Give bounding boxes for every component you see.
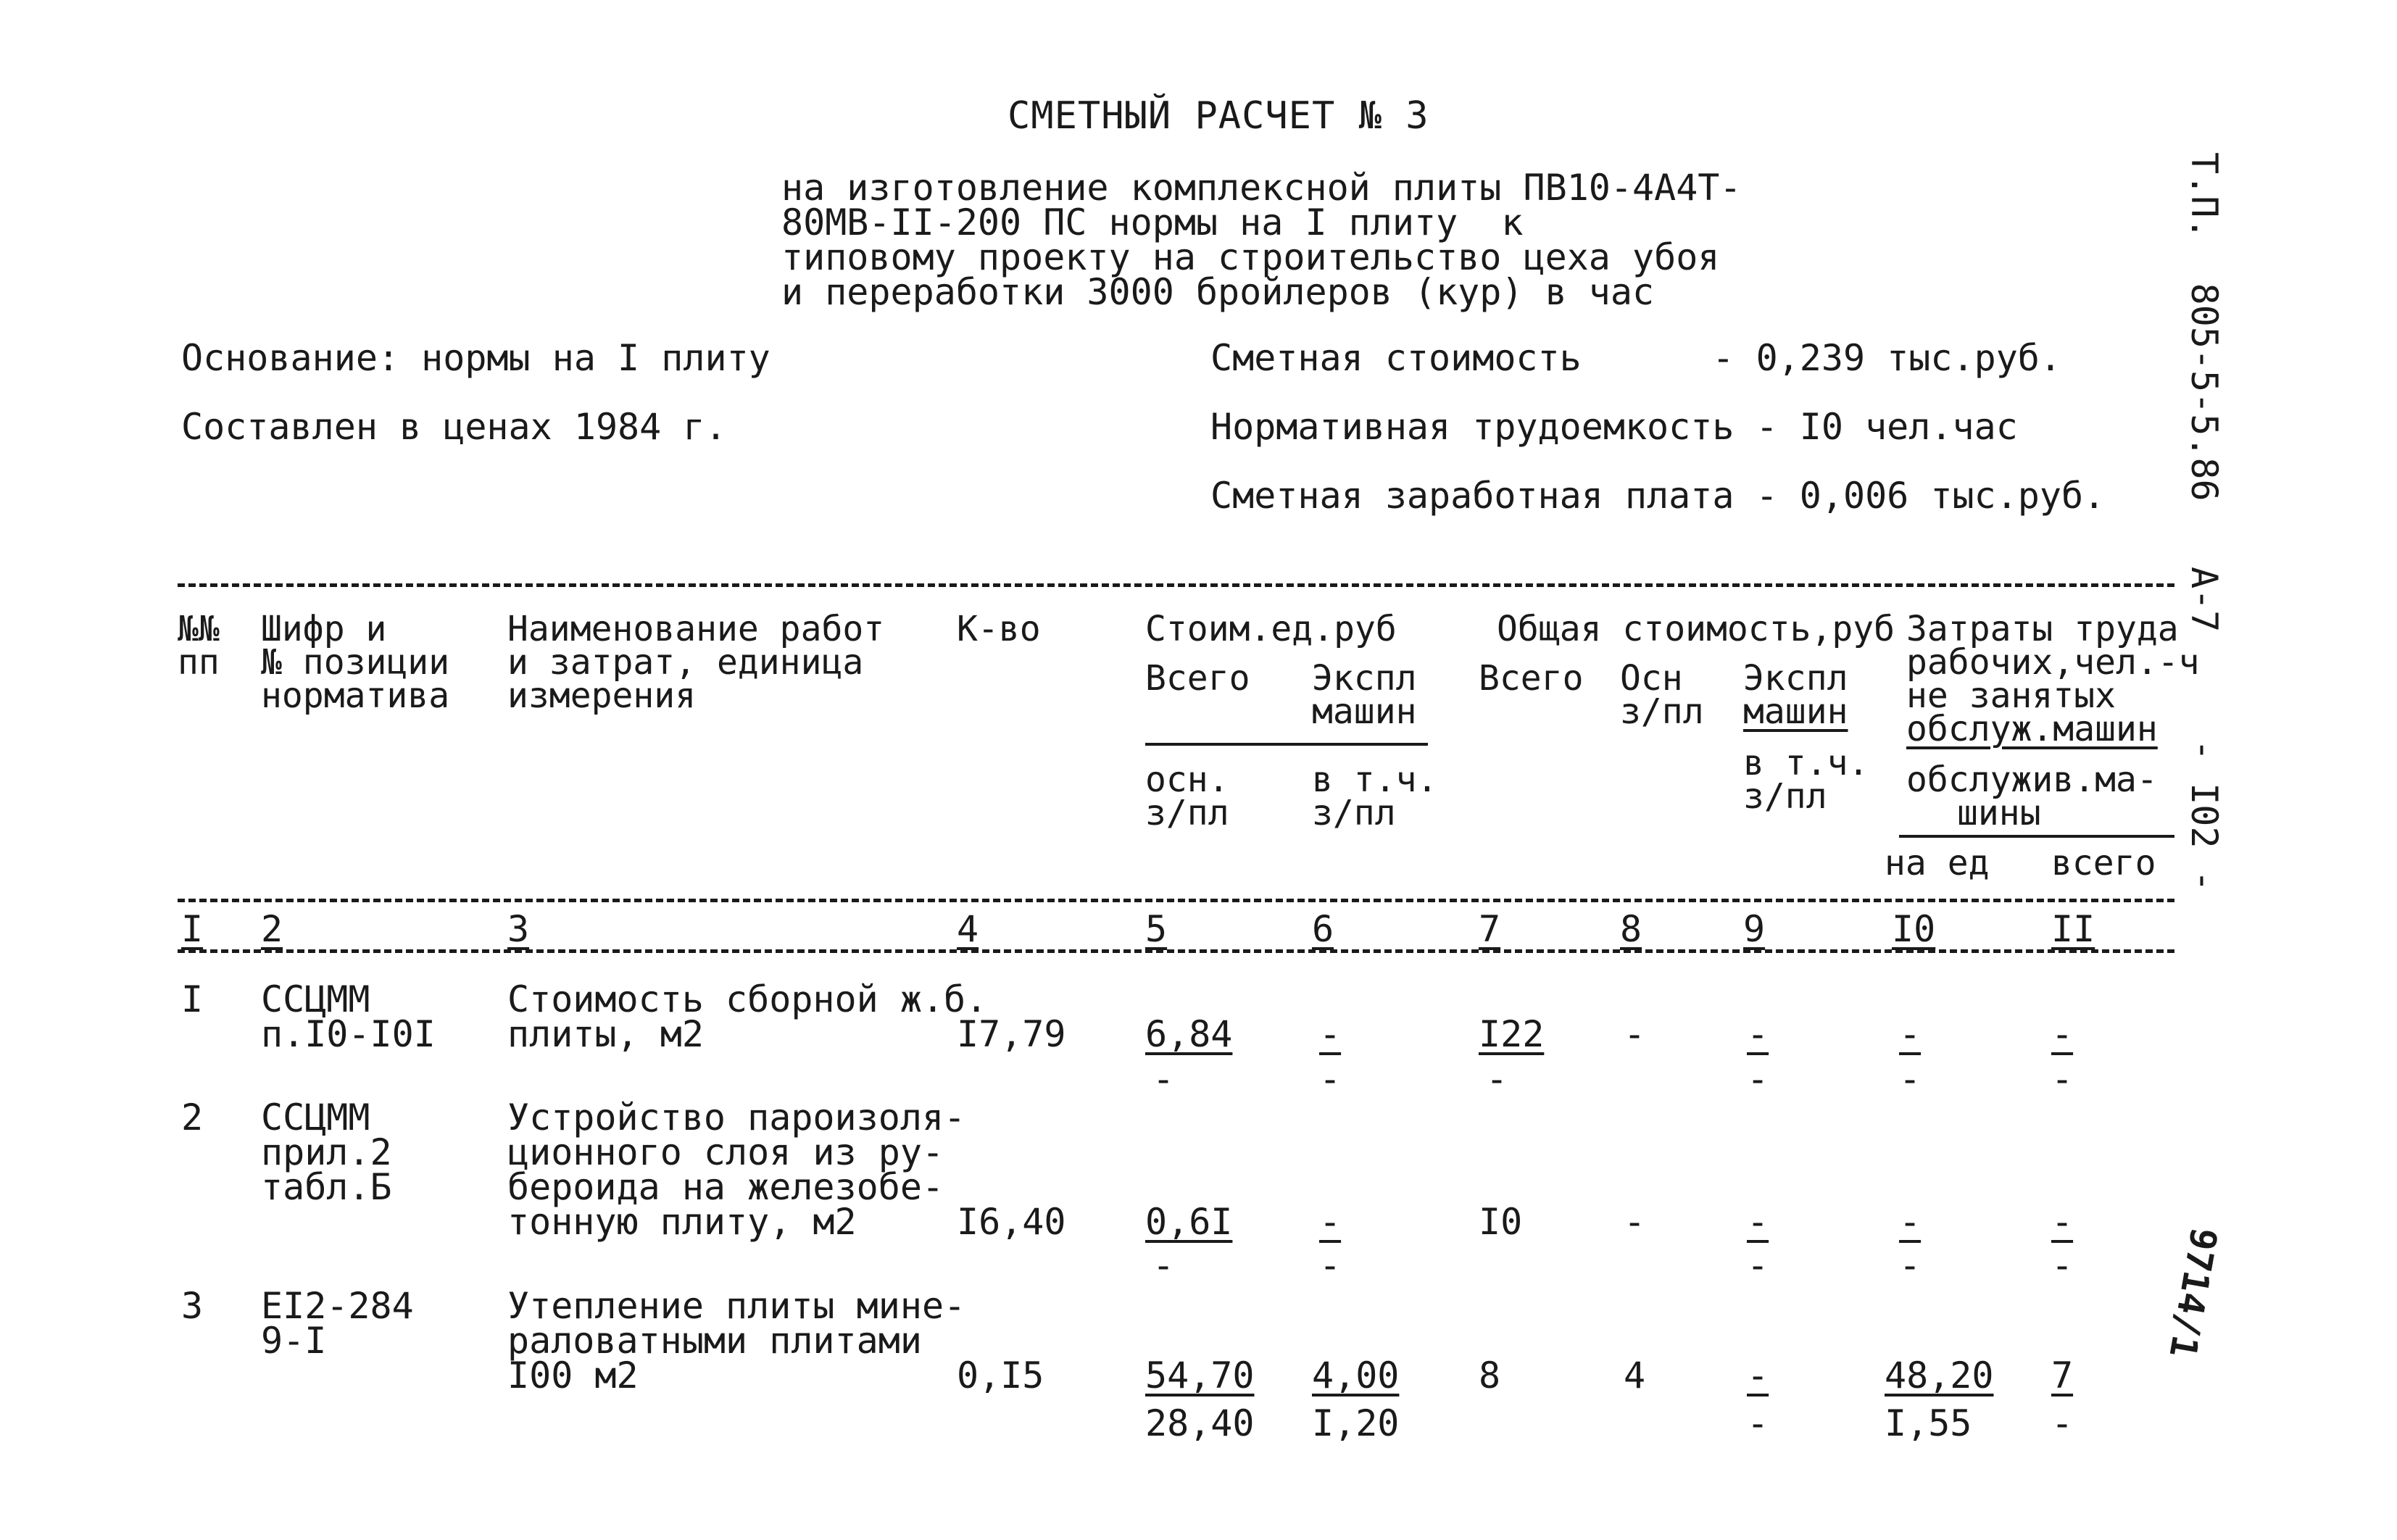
- header-unit-incl-2: з/пл: [1312, 793, 1396, 833]
- row2-c5b: -: [1152, 1244, 1175, 1286]
- header-labor-sub-2: шины: [1957, 793, 2041, 833]
- header-name-3: измерения: [507, 675, 697, 716]
- colnum-7: 7: [1479, 908, 1501, 950]
- row3-name-2: раловатными плитами: [507, 1320, 922, 1362]
- header-labor-4: обслуж.машин: [1906, 709, 2158, 749]
- row3-c9b: -: [1747, 1402, 1769, 1444]
- row1-c6: -: [1319, 1013, 1342, 1055]
- row3-name-3: I00 м2: [507, 1354, 639, 1397]
- header-total-incl-1: в т.ч.: [1743, 743, 1869, 783]
- row3-name-1: Утепление плиты мине-: [507, 1285, 966, 1327]
- row2-c7: I0: [1479, 1201, 1523, 1243]
- row1-name-1: Стоимость сборной ж.б.: [507, 978, 988, 1020]
- row2-qty: I6,40: [957, 1201, 1066, 1243]
- row3-c5: 54,70: [1145, 1354, 1255, 1397]
- header-name-1: Наименование работ: [507, 609, 885, 649]
- colnum-8: 8: [1620, 908, 1642, 950]
- wage-cost: Сметная заработная плата - 0,006 тыс.руб.: [1210, 475, 2106, 517]
- side-code: Т.П. 805-5-5.86 А-7: [2183, 152, 2225, 633]
- header-labor-per-unit: на ед: [1885, 843, 1990, 883]
- subtitle-line-3: типовому проекту на строительство цеха убоя: [781, 236, 1720, 278]
- row2-num: 2: [181, 1096, 204, 1139]
- row3-c6b: I,20: [1312, 1402, 1400, 1444]
- row3-c10b: I,55: [1885, 1402, 1972, 1444]
- row1-name-2: плиты, м2: [507, 1013, 704, 1055]
- header-bottom-rule: [178, 899, 2174, 902]
- row3-c10: 48,20: [1885, 1354, 1994, 1397]
- header-unit-cost-group: Стоим.ед.руб: [1145, 609, 1397, 649]
- row3-c6: 4,00: [1312, 1354, 1400, 1397]
- prices-text: Составлен в ценах 1984 г.: [181, 406, 727, 448]
- page-number: - I02 -: [2183, 739, 2225, 892]
- colnum-6: 6: [1312, 908, 1334, 950]
- row1-qty: I7,79: [957, 1013, 1066, 1055]
- row2-c5: 0,6I: [1145, 1201, 1233, 1243]
- header-unit-machines-1: Экспл: [1312, 658, 1417, 699]
- header-total-cost-group: Общая стоимость,руб: [1497, 609, 1895, 649]
- subtitle-line-2: 80МВ-II-200 ПС нормы на I плиту к: [781, 201, 1524, 244]
- header-unit-total: Всего: [1145, 658, 1250, 699]
- row2-name-4: тонную плиту, м2: [507, 1201, 857, 1243]
- colnum-9: 9: [1743, 908, 1766, 950]
- row1-code-1: ССЦММ: [261, 978, 370, 1020]
- header-total-incl-2: з/пл: [1743, 776, 1827, 817]
- row1-c5b: -: [1152, 1058, 1175, 1100]
- row1-c7b: -: [1486, 1058, 1508, 1100]
- row2-c11b: -: [2051, 1244, 2074, 1286]
- document-title: СМЕТНЫЙ РАСЧЕТ № 3: [1008, 94, 1429, 138]
- row3-c9: -: [1747, 1354, 1769, 1397]
- archive-stamp: 9714/1: [2161, 1224, 2225, 1361]
- header-unit-base-2: з/пл: [1145, 793, 1229, 833]
- subtitle-line-1: на изготовление комплексной плиты ПВ10-4А4Т-: [781, 167, 1742, 209]
- header-code-2: № позиции: [261, 642, 450, 683]
- row3-code-1: ЕI2-284: [261, 1285, 414, 1327]
- row3-c11: 7: [2051, 1354, 2074, 1397]
- row1-c10b: -: [1899, 1058, 1922, 1100]
- colnum-11: II: [2051, 908, 2095, 950]
- header-labor-sub-1: обслужив.ма-: [1906, 759, 2158, 800]
- header-num-2: пп: [178, 642, 220, 683]
- row2-c8: -: [1624, 1201, 1646, 1243]
- row1-num: I: [181, 978, 204, 1020]
- header-unit-machines-2: машин: [1312, 691, 1417, 732]
- row2-name-1: Устройство пароизоля-: [507, 1096, 966, 1139]
- header-unit-divider: [1145, 743, 1428, 746]
- row2-c9b: -: [1747, 1244, 1769, 1286]
- row1-c6b: -: [1319, 1058, 1342, 1100]
- header-name-2: и затрат, единица: [507, 642, 864, 683]
- row3-code-2: 9-I: [261, 1320, 327, 1362]
- row1-c7: I22: [1479, 1013, 1545, 1055]
- header-total-machines-2: машин: [1743, 691, 1848, 732]
- header-unit-base-1: осн.: [1145, 759, 1229, 800]
- row1-c8: -: [1624, 1013, 1646, 1055]
- row1-c11: -: [2051, 1013, 2074, 1055]
- row1-c9: -: [1747, 1013, 1769, 1055]
- subtitle-line-4: и переработки 3000 бройлеров (кур) в час: [781, 271, 1655, 313]
- row2-c6b: -: [1319, 1244, 1342, 1286]
- row3-qty: 0,I5: [957, 1354, 1044, 1397]
- header-labor-2: рабочих,чел.-ч: [1906, 642, 2200, 683]
- row3-c8: 4: [1624, 1354, 1646, 1397]
- row1-c11b: -: [2051, 1058, 2074, 1100]
- labor-norm: Нормативная трудоемкость - I0 чел.час: [1210, 406, 2018, 448]
- estimated-cost: Сметная стоимость - 0,239 тыс.руб.: [1210, 337, 2061, 379]
- header-code-3: норматива: [261, 675, 450, 716]
- header-total-base-2: з/пл: [1620, 691, 1704, 732]
- row1-c5: 6,84: [1145, 1013, 1233, 1055]
- row3-num: 3: [181, 1285, 204, 1327]
- header-labor-1: Затраты труда: [1906, 609, 2179, 649]
- header-total-total: Всего: [1479, 658, 1584, 699]
- row2-code-3: табл.Б: [261, 1166, 392, 1208]
- header-total-base-1: Осн: [1620, 658, 1683, 699]
- header-qty: К-во: [957, 609, 1041, 649]
- column-number-rule: [178, 949, 2174, 953]
- row3-c7: 8: [1479, 1354, 1501, 1397]
- row3-c11b: -: [2051, 1402, 2074, 1444]
- row2-c10b: -: [1899, 1244, 1922, 1286]
- row2-c6: -: [1319, 1201, 1342, 1243]
- row2-name-2: ционного слоя из ру-: [507, 1131, 944, 1173]
- colnum-4: 4: [957, 908, 979, 950]
- header-labor-divider: [1899, 835, 2174, 838]
- header-code-1: Шифр и: [261, 609, 387, 649]
- header-labor-3: не занятых: [1906, 675, 2116, 716]
- row1-c9b: -: [1747, 1058, 1769, 1100]
- colnum-1: I: [181, 908, 204, 950]
- header-unit-incl-1: в т.ч.: [1312, 759, 1438, 800]
- header-labor-total: всего: [2051, 843, 2156, 883]
- colnum-2: 2: [261, 908, 283, 950]
- row1-c10: -: [1899, 1013, 1922, 1055]
- row2-code-1: ССЦММ: [261, 1096, 370, 1139]
- row2-c11: -: [2051, 1201, 2074, 1243]
- row2-name-3: бероида на железобе-: [507, 1166, 944, 1208]
- row2-c9: -: [1747, 1201, 1769, 1243]
- header-total-machines-1: Экспл: [1743, 658, 1848, 699]
- colnum-5: 5: [1145, 908, 1168, 950]
- row1-code-2: п.I0-I0I: [261, 1013, 436, 1055]
- table-top-rule: [178, 583, 2174, 587]
- colnum-3: 3: [507, 908, 530, 950]
- row2-c10: -: [1899, 1201, 1922, 1243]
- row2-code-2: прил.2: [261, 1131, 392, 1173]
- colnum-10: I0: [1892, 908, 1936, 950]
- basis-text: Основание: нормы на I плиту: [181, 337, 770, 379]
- header-num-1: №№: [178, 609, 220, 649]
- row3-c5b: 28,40: [1145, 1402, 1255, 1444]
